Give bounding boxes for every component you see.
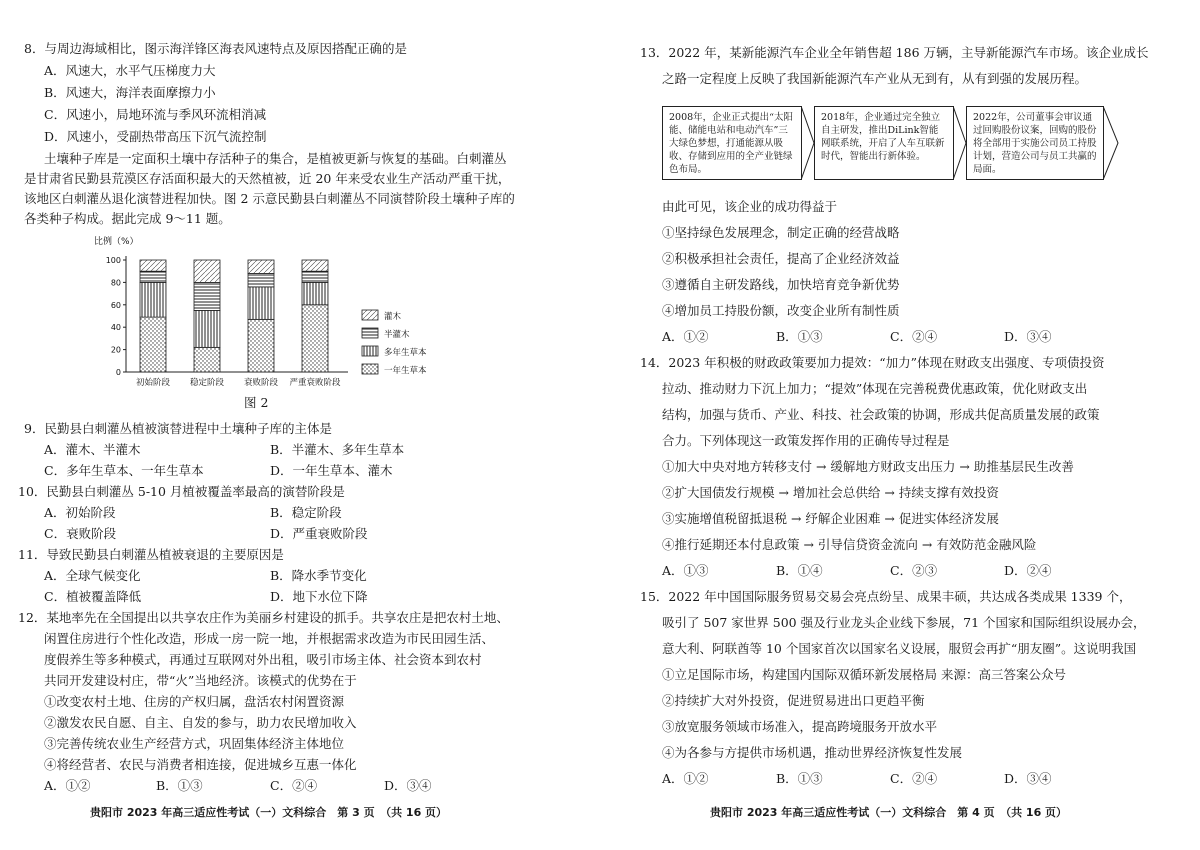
q13-item-3: ③遵循自主研发路线，加快培育竞争新优势 xyxy=(662,277,900,292)
bar-segment xyxy=(194,347,220,372)
q13-item-2: ②积极承担社会责任，提高了企业经济效益 xyxy=(662,251,900,266)
bar-segment xyxy=(302,305,328,372)
q14-item-1: ①加大中央对地方转移支付 → 缓解地方财政支出压力 → 助推基层民生改善 xyxy=(662,459,1074,474)
q15-item-3: ③放宽服务领域市场准入，提高跨境服务开放水平 xyxy=(662,719,938,734)
q15-option-c: C．②④ xyxy=(890,771,938,786)
legend-swatch xyxy=(362,328,378,338)
q9-option-b: B．半灌木、多年生草本 xyxy=(270,442,405,457)
x-tick-label: 稳定阶段 xyxy=(189,378,225,388)
flow-arrow-icon xyxy=(801,106,815,180)
y-tick-label: 80 xyxy=(110,278,121,288)
q12-stem-1: 12．某地率先在全国提出以共享农庄作为美丽乡村建设的抓手。共享农庄是把农村土地、 xyxy=(18,610,509,625)
bar-segment xyxy=(248,319,274,372)
q15-item-4: ④为各参与方提供市场机遇，推动世界经济恢复性发展 xyxy=(662,745,963,760)
q10-option-a: A．初始阶段 xyxy=(44,505,116,520)
bar-segment xyxy=(140,282,166,317)
q14-option-a: A．①③ xyxy=(662,563,709,578)
x-tick-label: 衰败阶段 xyxy=(243,378,279,388)
q14-item-4: ④推行延期还本付息政策 → 引导信贷资金流向 → 有效防范金融风险 xyxy=(662,537,1037,552)
q9-stem: 9．民勤县白刺灌丛植被演替进程中土壤种子库的主体是 xyxy=(24,421,332,436)
q8-option-a: A．风速大，水平气压梯度力大 xyxy=(44,63,216,78)
q15-item-1: ①立足国际市场，构建国内国际双循环新发展格局 来源：高三答案公众号 xyxy=(662,667,1066,682)
q12-item-4: ④将经营者、农民与消费者相连接，促进城乡互惠一体化 xyxy=(44,757,357,772)
q12-option-d: D．③④ xyxy=(384,778,432,793)
legend-label: 灌木 xyxy=(384,312,402,322)
q13-stem-1: 13．2022 年，某新能源汽车企业全年销售超 186 万辆，主导新能源汽车市场。该企业成长 xyxy=(640,45,1149,60)
q10-option-d: D．严重衰败阶段 xyxy=(270,526,368,541)
right-page-footer: 贵阳市 2023 年高三适应性考试（一）文科综合 第 4 页 （共 16 页） xyxy=(710,806,1068,819)
q15-stem-2: 吸引了 507 家世界 500 强及行业龙头企业线下参展，71 个国家和国际组织设展办会， xyxy=(662,615,1146,630)
q9-option-a: A．灌木、半灌木 xyxy=(44,442,141,457)
q14-stem-2: 拉动、推动财力下沉上加力；“提效”体现在完善税费优惠政策，优化财政支出 xyxy=(662,381,1088,396)
q12-stem-4: 共同开发建设村庄，带“火”当地经济。该模式的优势在于 xyxy=(44,673,357,688)
flow-box-2008: 2008年，企业正式提出“太阳能、储能电站和电动汽车”三大绿色梦想，打通能源从吸收、存储到应用的全产业链绿色布局。 xyxy=(662,106,802,180)
q10-option-b: B．稳定阶段 xyxy=(270,505,342,520)
right-page xyxy=(600,0,1200,850)
passage-line-2: 是甘肃省民勤县荒漠区存活面积最大的天然植被，近 20 年来受农业生产活动严重干扰， xyxy=(24,171,511,186)
bar-segment xyxy=(194,282,220,310)
q13-option-b: B．①③ xyxy=(776,329,823,344)
q14-stem-4: 合力。下列体现这一政策发挥作用的正确传导过程是 xyxy=(662,433,950,448)
legend-label: 多年生草本 xyxy=(384,348,427,358)
q13-option-c: C．②④ xyxy=(890,329,938,344)
bar-segment xyxy=(140,260,166,271)
legend-label: 一年生草本 xyxy=(384,366,427,376)
q11-option-c: C．植被覆盖降低 xyxy=(44,589,142,604)
q8-option-d: D．风速小，受副热带高压下沉气流控制 xyxy=(44,129,267,144)
legend-swatch xyxy=(362,310,378,320)
legend-swatch xyxy=(362,346,378,356)
bar-segment xyxy=(302,271,328,282)
q10-option-c: C．衰败阶段 xyxy=(44,526,117,541)
q8-option-c: C．风速小，局地环流与季风环流相消减 xyxy=(44,107,267,122)
passage-line-1: 土壤种子库是一定面积土壤中存活种子的集合，是植被更新与恢复的基础。白刺灌丛 xyxy=(44,151,507,166)
bar-segment xyxy=(140,317,166,372)
passage-line-4: 各类种子构成。据此完成 9～11 题。 xyxy=(24,211,231,226)
q12-stem-3: 度假养生等多种模式，再通过互联网对外出租，吸引市场主体、社会资本到农村 xyxy=(44,652,482,667)
legend-label: 半灌木 xyxy=(384,330,410,340)
flow-arrow-icon xyxy=(953,106,967,180)
q15-option-b: B．①③ xyxy=(776,771,823,786)
q11-option-b: B．降水季节变化 xyxy=(270,568,367,583)
q8-option-b: B．风速大，海洋表面摩擦力小 xyxy=(44,85,216,100)
q9-option-c: C．多年生草本、一年生草本 xyxy=(44,463,204,478)
passage-line-3: 该地区白刺灌丛退化演替进程加快。图 2 示意民勤县白刺灌丛不同演替阶段土壤种子库的 xyxy=(24,191,515,206)
y-tick-label: 100 xyxy=(105,256,121,265)
q13-option-a: A．①② xyxy=(662,329,709,344)
y-tick-label: 20 xyxy=(110,345,121,355)
legend-swatch xyxy=(362,364,378,374)
q10-stem: 10．民勤县白刺灌丛 5-10 月植被覆盖率最高的演替阶段是 xyxy=(18,484,345,499)
q15-option-a: A．①② xyxy=(662,771,709,786)
q14-item-2: ②扩大国债发行规模 → 增加社会总供给 → 持续支撑有效投资 xyxy=(662,485,999,500)
flow-arrow-icon xyxy=(1103,106,1119,180)
y-tick-label: 60 xyxy=(110,300,121,310)
q14-item-3: ③实施增值税留抵退税 → 纾解企业困难 → 促进实体经济发展 xyxy=(662,511,999,526)
bar-segment xyxy=(248,273,274,286)
q14-stem-3: 结构，加强与货币、产业、科技、社会政策的协调，形成共促高质量发展的政策 xyxy=(662,407,1100,422)
bar-segment xyxy=(248,287,274,319)
flow-box-2018: 2018年，企业通过完全独立自主研发，推出DiLink智能网联系统，开启了人车互联新时代，智能出行新体验。 xyxy=(814,106,954,180)
q13-item-4: ④增加员工持股份额，改变企业所有制性质 xyxy=(662,303,900,318)
bar-segment xyxy=(248,260,274,273)
q12-option-c: C．②④ xyxy=(270,778,318,793)
q11-option-d: D．地下水位下降 xyxy=(270,589,368,604)
q11-option-a: A．全球气候变化 xyxy=(44,568,141,583)
q9-option-d: D．一年生草本、灌木 xyxy=(270,463,393,478)
left-page-footer: 贵阳市 2023 年高三适应性考试（一）文科综合 第 3 页 （共 16 页） xyxy=(90,806,448,819)
q15-option-d: D．③④ xyxy=(1004,771,1052,786)
q13-item-1: ①坚持绿色发展理念，制定正确的经营战略 xyxy=(662,225,900,240)
q14-option-b: B．①④ xyxy=(776,563,823,578)
y-tick-label: 40 xyxy=(110,323,121,333)
q15-item-2: ②持续扩大对外投资，促进贸易进出口更趋平衡 xyxy=(662,693,925,708)
x-tick-label: 初始阶段 xyxy=(135,378,171,388)
q12-stem-2: 闲置住房进行个性化改造，形成一房一院一地，并根据需求改造为市民田园生活、 xyxy=(44,631,495,646)
bar-segment xyxy=(140,271,166,282)
q12-item-3: ③完善传统农业生产经营方式，巩固集体经济主体地位 xyxy=(44,736,345,751)
q12-option-a: A．①② xyxy=(44,778,91,793)
bar-segment xyxy=(194,310,220,347)
y-tick-label: 0 xyxy=(115,368,121,377)
q13-lead: 由此可见，该企业的成功得益于 xyxy=(662,199,838,214)
bar-segment xyxy=(302,260,328,271)
q15-stem-1: 15．2022 年中国国际服务贸易交易会亮点纷呈、成果丰硕，共达成各类成果 1339 个， xyxy=(640,589,1132,604)
flow-box-2022: 2022年，公司董事会审议通过回购股份议案，回购的股份将全部用于实施公司员工持股计划，营造公司与员工共赢的局面。 xyxy=(966,106,1104,180)
bar-segment xyxy=(302,282,328,304)
y-axis-label: 比例（%） xyxy=(94,237,139,247)
x-tick-label: 严重衰败阶段 xyxy=(289,378,341,388)
stacked-bar-chart xyxy=(90,232,470,392)
q11-stem: 11．导致民勤县白刺灌丛植被衰退的主要原因是 xyxy=(18,547,284,562)
q13-stem-2: 之路一定程度上反映了我国新能源汽车产业从无到有，从有到强的发展历程。 xyxy=(662,71,1088,86)
q13-option-d: D．③④ xyxy=(1004,329,1052,344)
figure-caption: 图 2 xyxy=(244,395,269,410)
q14-stem-1: 14．2023 年积极的财政政策要加力提效：“加力”体现在财政支出强度、专项债投资 xyxy=(640,355,1105,370)
q12-item-2: ②激发农民自愿、自主、自发的参与，助力农民增加收入 xyxy=(44,715,357,730)
q14-option-d: D．②④ xyxy=(1004,563,1052,578)
q8-stem: 8．与周边海域相比，图示海洋锋区海表风速特点及原因搭配正确的是 xyxy=(24,41,407,56)
q12-option-b: B．①③ xyxy=(156,778,203,793)
bar-segment xyxy=(194,260,220,282)
q15-stem-3: 意大利、阿联酋等 10 个国家首次以国家名义设展，服贸会再扩“朋友圈”。这说明我国 xyxy=(662,641,1137,656)
q12-item-1: ①改变农村土地、住房的产权归属，盘活农村闲置资源 xyxy=(44,694,345,709)
q14-option-c: C．②③ xyxy=(890,563,938,578)
